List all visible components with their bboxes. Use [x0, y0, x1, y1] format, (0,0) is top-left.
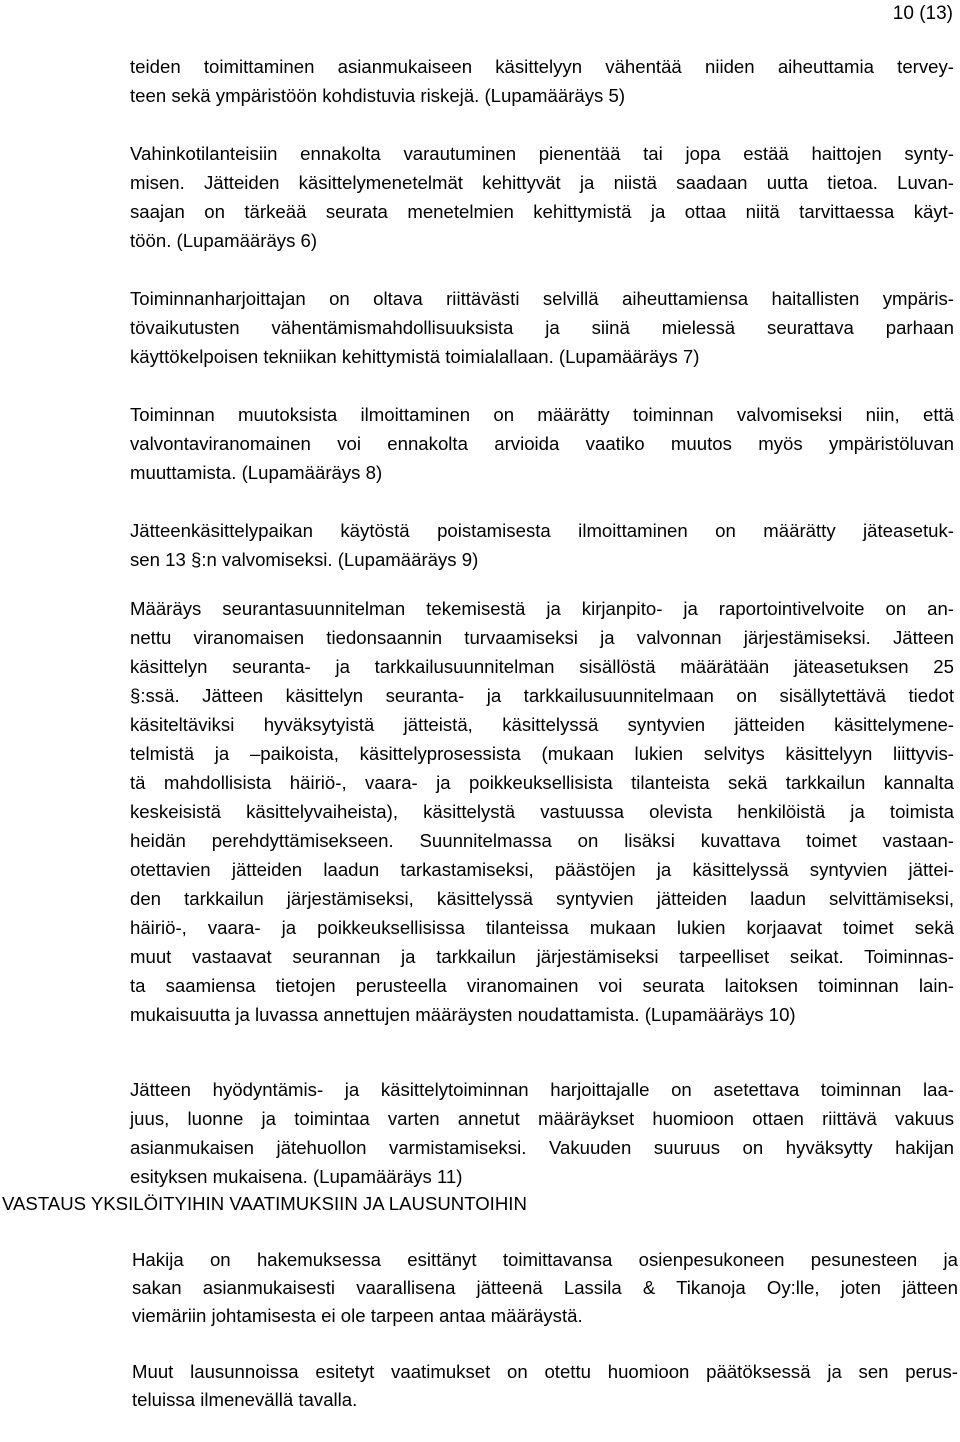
- page-number: 10 (13): [892, 3, 953, 24]
- text-line: Määräys seurantasuunnitelman tekemisestä ja kirjanpito- ja raportointivelvoite on an-: [130, 598, 954, 619]
- text-line: asianmukaisen jätehuollon varmistamiseksi. Vakuuden suuruus on hyväksytty hakijan: [130, 1137, 954, 1158]
- text-line: Muut lausunnoissa esitetyt vaatimukset on otettu huomioon päätöksessä ja sen perus-: [132, 1361, 958, 1382]
- text-line: Toiminnan muutoksista ilmoittaminen on määrätty toiminnan valvomiseksi niin, että: [130, 404, 954, 425]
- text-line: valvontaviranomainen voi ennakolta arvioida vaatiko muutos myös ympäristöluvan: [130, 433, 954, 454]
- paragraph-lupamaarays-11: [130, 1075, 954, 1191]
- paragraph-lupamaarays-6: [130, 139, 954, 255]
- body-text: [130, 52, 954, 1220]
- text-line: Toiminnanharjoittajan on oltava riittävästi selvillä aiheuttamiensa haitallisten ympäris-: [130, 288, 954, 309]
- text-line: teluissa ilmenevällä tavalla.: [132, 1389, 358, 1410]
- text-line: sakan asianmukaisesti vaarallisena jätteenä Lassila & Tikanoja Oy:lle, joten jätteen: [132, 1277, 958, 1298]
- section-body: [132, 1246, 958, 1442]
- text-line: otettavien jätteiden laadun tarkastamiseksi, päästöjen ja käsittelyssä syntyvien jättei-: [130, 859, 954, 880]
- paragraph-lupamaarays-8: [130, 400, 954, 487]
- text-line: heidän perehdyttämisekseen. Suunnitelmassa on lisäksi kuvattava toimet vastaan-: [130, 830, 954, 851]
- text-line: Vahinkotilanteisiin ennakolta varautuminen pienentää tai jopa estää haittojen synty-: [130, 143, 954, 164]
- text-line: den tarkkailun järjestämiseksi, käsittelyssä syntyvien jätteiden laadun selvittämiseksi,: [130, 888, 954, 909]
- paragraph-lupamaarays-5: [130, 52, 954, 110]
- text-line: muuttamista. (Lupamääräys 8): [130, 462, 383, 483]
- text-line: ta saamiensa tietojen perusteella viranomainen voi seurata laitoksen toiminnan lain-: [130, 975, 954, 996]
- paragraph-lupamaarays-7: [130, 284, 954, 371]
- text-line: tä mahdollisista häiriö-, vaara- ja poikkeuksellisista tilanteista sekä tarkkailun kannalta: [130, 772, 954, 793]
- text-line: mukaisuutta ja luvassa annettujen määräysten noudattamista. (Lupamääräys 10): [130, 1004, 796, 1025]
- text-line: esityksen mukaisena. (Lupamääräys 11): [130, 1166, 463, 1187]
- paragraph-other-statements: [132, 1358, 958, 1414]
- text-line: misen. Jätteiden käsittelymenetelmät kehittyvät ja niistä saadaan uutta tietoa. Luvan-: [130, 172, 954, 193]
- text-line: käyttökelpoisen tekniikan kehittymistä toimialallaan. (Lupamääräys 7): [130, 346, 700, 367]
- text-line: töön. (Lupamääräys 6): [130, 230, 318, 251]
- text-line: Hakija on hakemuksessa esittänyt toimittavansa osienpesukoneen pesunesteen ja: [132, 1249, 958, 1270]
- text-line: juus, luonne ja toimintaa varten annetut määräykset huomioon ottaen riittävä vakuus: [130, 1108, 954, 1129]
- text-line: sen 13 §:n valvomiseksi. (Lupamääräys 9): [130, 549, 479, 570]
- paragraph-lupamaarays-10: [130, 594, 954, 1029]
- text-line: telmistä ja –paikoista, käsittelyprosessista (mukaan lukien selvitys käsittelyyn liittyvis-: [130, 743, 954, 764]
- section-heading: VASTAUS YKSILÖITYIHIN VAATIMUKSIIN JA LAUSUNTOIHIN: [2, 1193, 527, 1214]
- text-line: teen sekä ympäristöön kohdistuvia riskejä. (Lupamääräys 5): [130, 85, 626, 106]
- paragraph-lupamaarays-9: [130, 516, 954, 574]
- text-line: muut vastaavat seurannan ja tarkkailun järjestämiseksi tarpeelliset seikat. Toiminnas-: [130, 946, 954, 967]
- text-line: viemäriin johtamisesta ei ole tarpeen antaa määräystä.: [132, 1305, 583, 1326]
- text-line: tövaikutusten vähentämismahdollisuuksista ja siinä mielessä seurattava parhaan: [130, 317, 954, 338]
- text-line: häiriö-, vaara- ja poikkeuksellisissa tilanteissa mukaan lukien korjaavat toimet sekä: [130, 917, 954, 938]
- text-line: käsiteltäviksi hyväksytyistä jätteistä, käsittelyssä syntyvien jätteiden käsittelymene-: [130, 714, 954, 735]
- text-line: Jätteenkäsittelypaikan käytöstä poistamisesta ilmoittaminen on määrätty jäteasetuk-: [130, 520, 954, 541]
- text-line: käsittelyn seuranta- ja tarkkailusuunnitelman sisällöstä määrätään jäteasetuksen 25: [130, 656, 954, 677]
- paragraph-hakija-response: [132, 1246, 958, 1330]
- text-line: keskeisistä käsittelyvaiheista), käsittelystä vastuussa olevista henkilöistä ja toimista: [130, 801, 954, 822]
- text-line: Jätteen hyödyntämis- ja käsittelytoiminnan harjoittajalle on asetettava toiminnan laa-: [130, 1079, 954, 1100]
- text-line: nettu viranomaisen tiedonsaannin turvaamiseksi ja valvonnan järjestämiseksi. Jätteen: [130, 627, 954, 648]
- text-line: teiden toimittaminen asianmukaiseen käsittelyyn vähentää niiden aiheuttamia tervey-: [130, 56, 954, 77]
- text-line: saajan on tärkeää seurata menetelmien kehittymistä ja ottaa niitä tarvittaessa käyt-: [130, 201, 954, 222]
- text-line: §:ssä. Jätteen käsittelyn seuranta- ja tarkkailusuunnitelmaan on sisällytettävä tiedot: [130, 685, 954, 706]
